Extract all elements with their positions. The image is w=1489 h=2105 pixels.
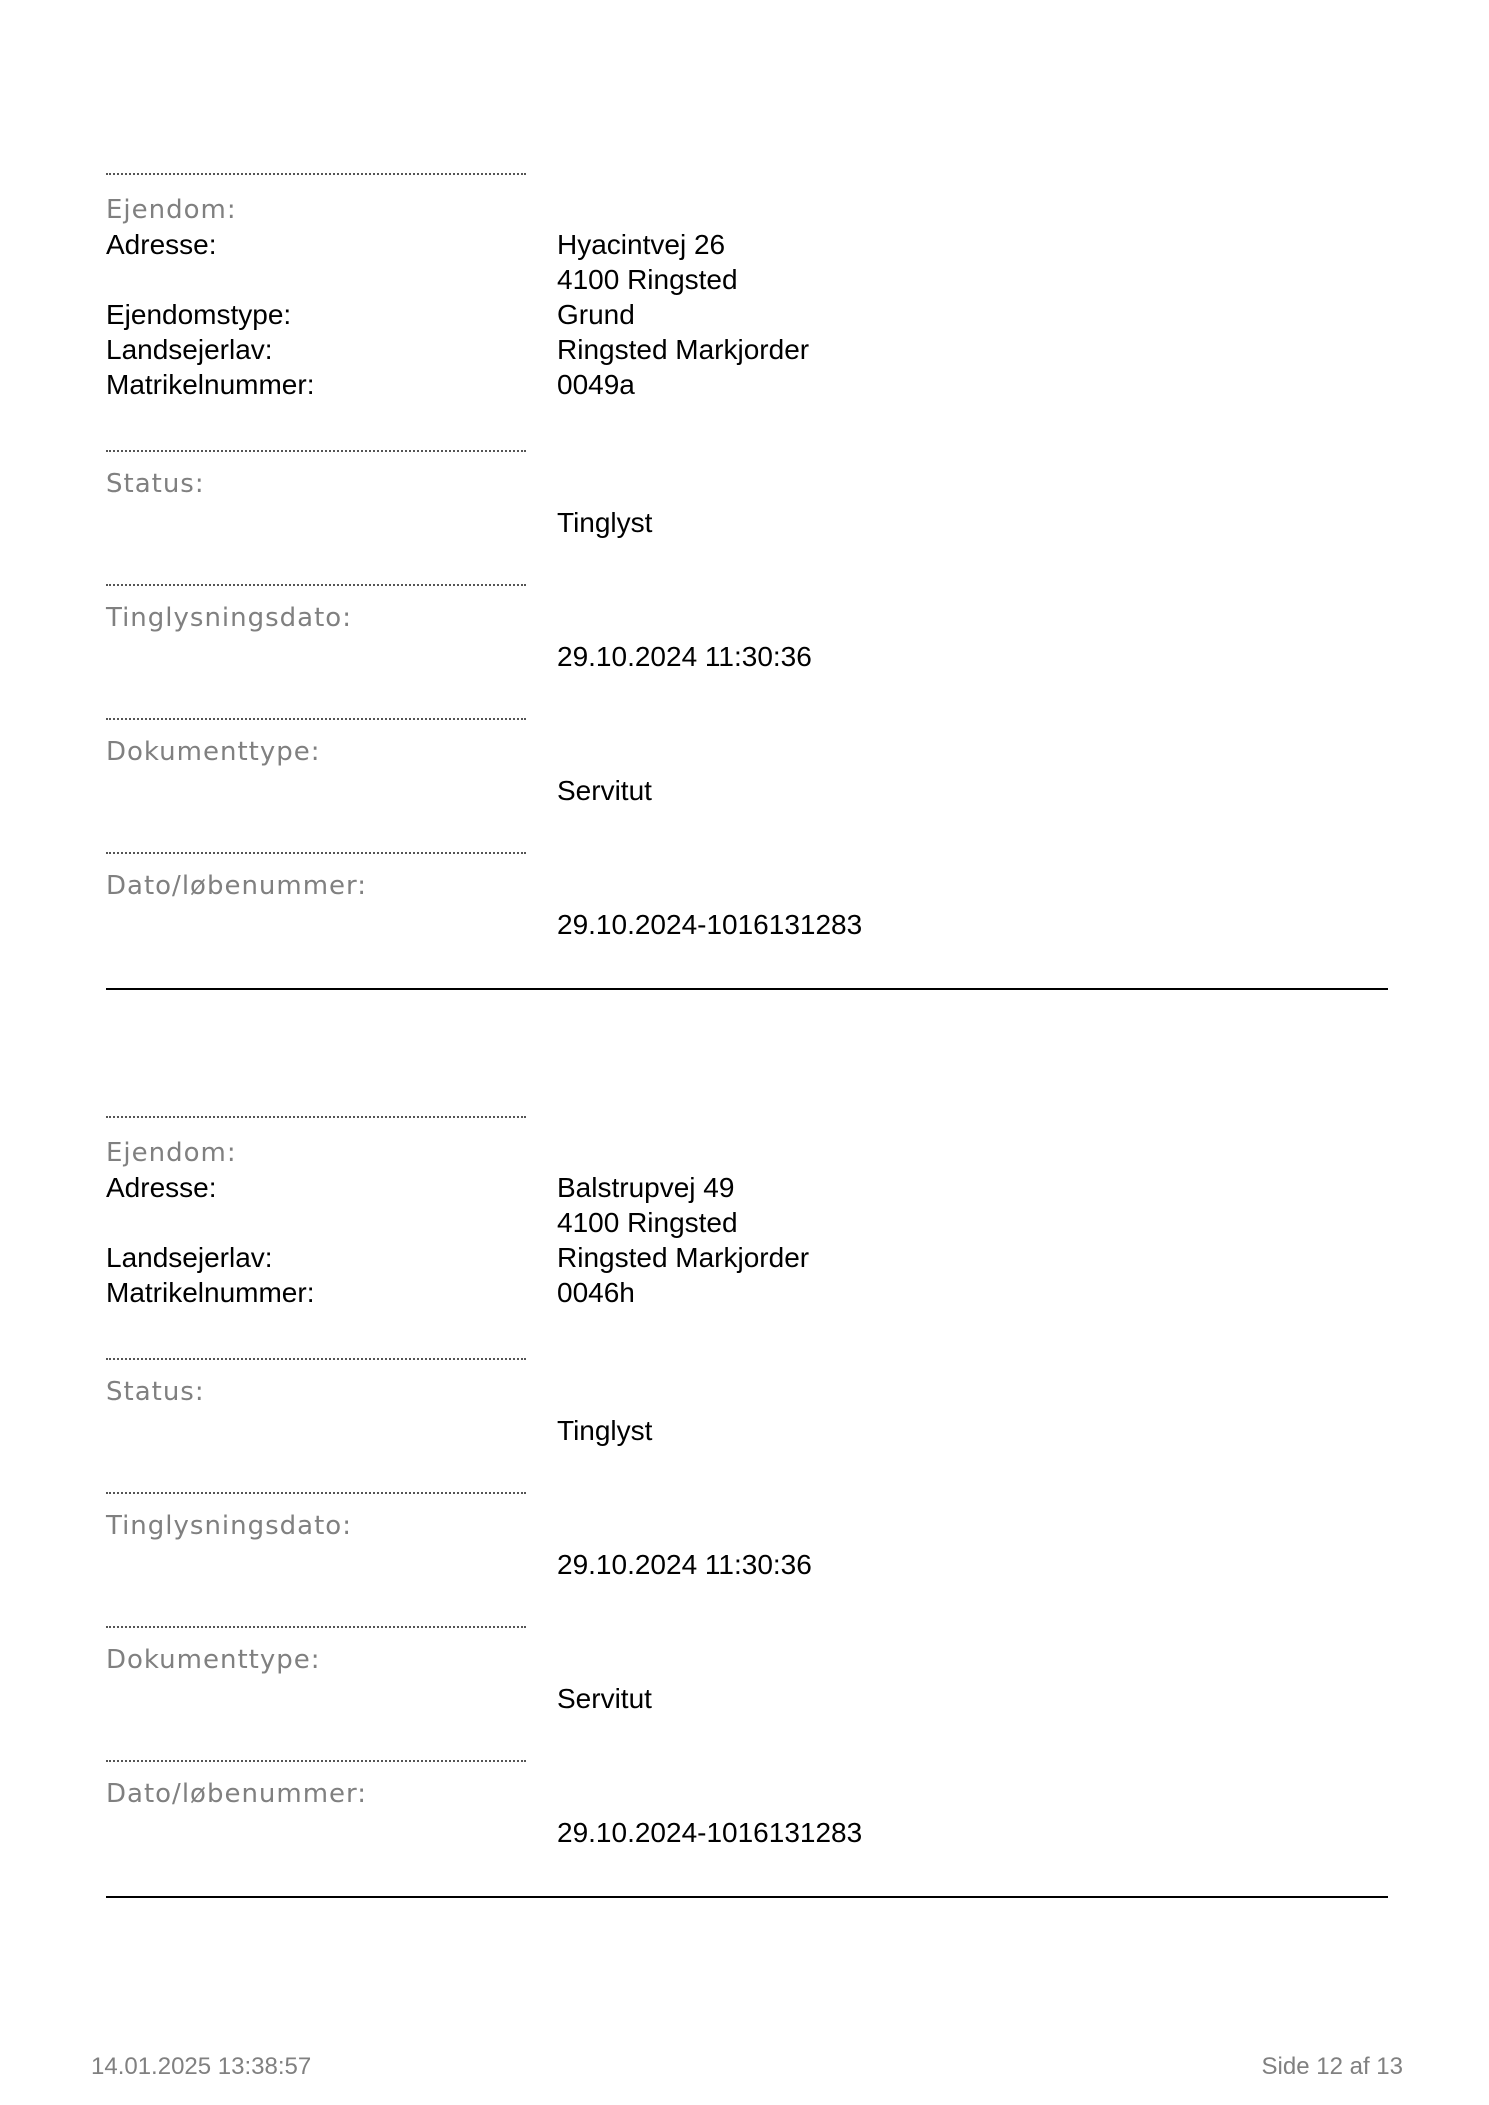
ejendom-heading: Ejendom: (106, 1138, 237, 1168)
tinglysningsdato-section (106, 1492, 1388, 1582)
landsejerlav-row (106, 1240, 1388, 1275)
adresse-row-2 (106, 262, 1388, 297)
adresse-row (106, 227, 1388, 262)
footer-page-number: Side 12 af 13 (1261, 2053, 1403, 2080)
dato-value: 29.10.2024-1016131283 (557, 1817, 863, 1848)
ejendomstype-label: Ejendomstype: (106, 299, 292, 330)
ejendom-heading: Ejendom: (106, 195, 237, 225)
section-divider (106, 1626, 526, 1628)
dato-value: 29.10.2024-1016131283 (557, 909, 863, 940)
tinglysningsdato-heading: Tinglysningsdato: (106, 603, 352, 633)
matrikel-label: Matrikelnummer: (106, 369, 315, 400)
tinglysningsdato-section (106, 584, 1388, 674)
dato-heading: Dato/løbenummer: (106, 1779, 368, 1809)
adresse-label: Adresse: (106, 1172, 217, 1203)
dato-section (106, 852, 1388, 942)
section-divider (106, 584, 526, 586)
adresse-row-2 (106, 1205, 1388, 1240)
record-2 (106, 1116, 1388, 1898)
status-section (106, 450, 1388, 540)
dokumenttype-value: Servitut (557, 1683, 652, 1714)
landsejerlav-value: Ringsted Markjorder (557, 334, 810, 365)
landsejerlav-label: Landsejerlav: (106, 334, 273, 365)
status-section (106, 1358, 1388, 1448)
status-value: Tinglyst (557, 1415, 653, 1446)
record-separator (106, 1896, 1388, 1898)
matrikel-value: 0046h (557, 1277, 635, 1308)
dokumenttype-heading: Dokumenttype: (106, 737, 321, 767)
status-heading: Status: (106, 1377, 205, 1407)
ejendom-section (106, 173, 1388, 402)
record-1 (106, 173, 1388, 990)
matrikel-label: Matrikelnummer: (106, 1277, 315, 1308)
section-divider (106, 450, 526, 452)
dokumenttype-heading: Dokumenttype: (106, 1645, 321, 1675)
matrikel-value: 0049a (557, 369, 635, 400)
section-divider (106, 1358, 526, 1360)
status-value: Tinglyst (557, 507, 653, 538)
ejendomstype-row (106, 297, 1388, 332)
adresse-line2: 4100 Ringsted (557, 264, 738, 295)
tinglysningsdato-value: 29.10.2024 11:30:36 (557, 1549, 812, 1580)
ejendomstype-value: Grund (557, 299, 635, 330)
dokumenttype-section (106, 1626, 1388, 1716)
adresse-row (106, 1170, 1388, 1205)
section-divider (106, 718, 526, 720)
landsejerlav-row (106, 332, 1388, 367)
section-divider (106, 1492, 526, 1494)
tinglysningsdato-value: 29.10.2024 11:30:36 (557, 641, 812, 672)
record-separator (106, 988, 1388, 990)
dato-heading: Dato/løbenummer: (106, 871, 368, 901)
adresse-line1: Hyacintvej 26 (557, 229, 726, 260)
ejendom-section (106, 1116, 1388, 1310)
tinglysningsdato-heading: Tinglysningsdato: (106, 1511, 352, 1541)
landsejerlav-label: Landsejerlav: (106, 1242, 273, 1273)
dokumenttype-section (106, 718, 1388, 808)
footer-timestamp: 14.01.2025 13:38:57 (91, 2053, 312, 2080)
adresse-line1: Balstrupvej 49 (557, 1172, 735, 1203)
dato-section (106, 1760, 1388, 1850)
dokumenttype-value: Servitut (557, 775, 652, 806)
adresse-label: Adresse: (106, 229, 217, 260)
section-divider (106, 173, 526, 175)
landsejerlav-value: Ringsted Markjorder (557, 1242, 810, 1273)
section-divider (106, 1116, 526, 1118)
matrikel-row (106, 367, 1388, 402)
section-divider (106, 1760, 526, 1762)
adresse-line2: 4100 Ringsted (557, 1207, 738, 1238)
matrikel-row (106, 1275, 1388, 1310)
section-divider (106, 852, 526, 854)
status-heading: Status: (106, 469, 205, 499)
